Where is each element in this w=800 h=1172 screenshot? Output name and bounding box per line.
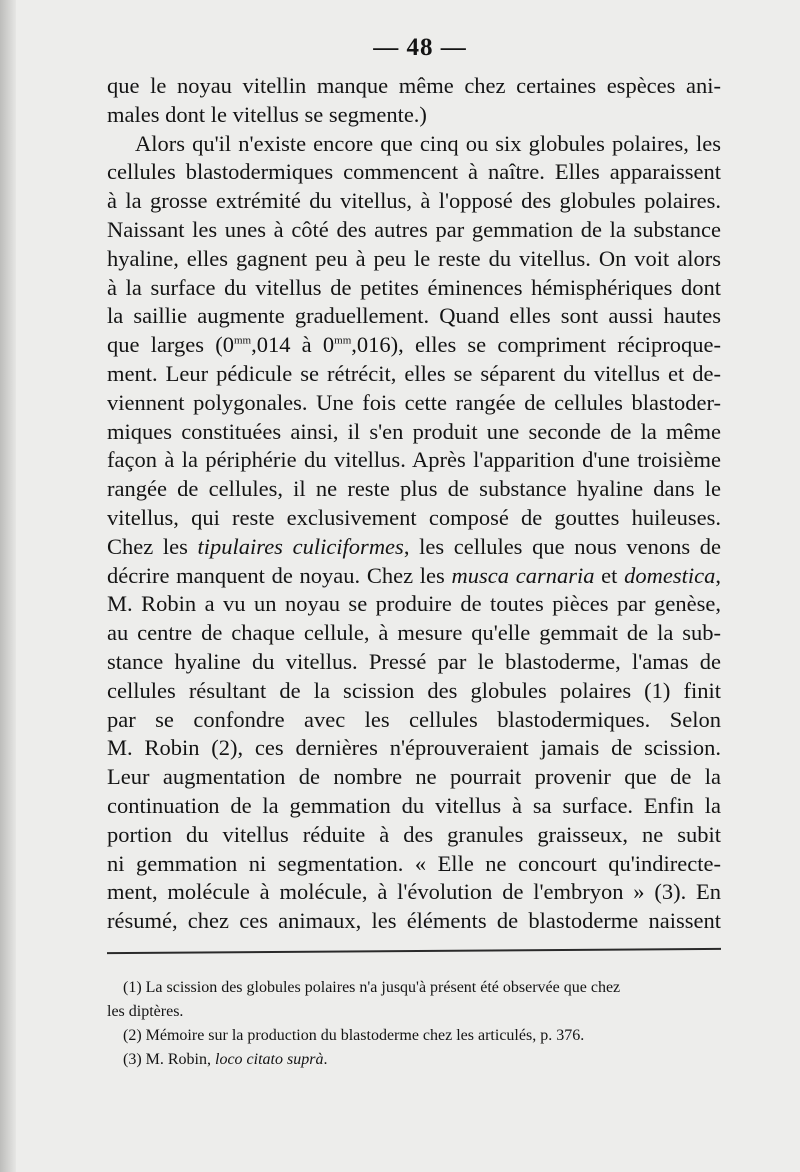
text-line: stance hyaline du vitellus. Pressé par le blastoderme, l'amas de [107,648,721,674]
text-line: portion du vitellus réduite à des granules graisseux, ne subit [107,821,721,847]
text-line: à la surface du vitellus de petites éminences hémisphériques dont [107,274,721,300]
footnote-1-continuation: les diptères. [107,1003,184,1020]
main-text [107,72,721,936]
text-line: la saillie augmente graduellement. Quand elles sont aussi hautes [107,303,721,329]
text-line: ment. Leur pédicule se rétrécit, elles se séparent du vitellus et de- [107,360,721,386]
text-line: hyaline, elles gagnent peu à peu le reste du vitellus. On voit alors [107,245,721,271]
text-line: Chez les tipulaires culiciformes, les cellules que nous venons de [107,533,721,559]
text-line: viennent polygonales. Une fois cette rangée de cellules blastoder- [107,389,721,415]
page-gutter-shadow [0,0,16,1172]
text-line: M. Robin (2), ces dernières n'éprouveraient jamais de scission. [107,735,721,761]
text-line: ni gemmation ni segmentation. « Elle ne concourt qu'indirecte- [107,850,721,876]
page-number: — 48 — [373,34,467,61]
text-line: par se confondre avec les cellules blastodermiques. Selon [107,706,721,732]
text-line: décrire manquent de noyau. Chez les musca carnaria et domestica, [107,562,721,588]
text-line: cellules résultant de la scission des globules polaires (1) finit [107,677,721,703]
text-line: au centre de chaque cellule, à mesure qu'elle gemmait de la sub- [107,620,721,646]
text-line: males dont le vitellus se segmente.) [107,101,427,127]
footnote-2: (2) Mémoire sur la production du blastoderme chez les articulés, p. 376. [123,1027,585,1044]
footnote-divider [107,948,721,954]
text-line: façon à la périphérie du vitellus. Après l'apparition d'une troisième [107,447,721,473]
text-line: résumé, chez ces animaux, les éléments de blastoderme naissent [107,908,721,934]
text-line: cellules blastodermiques commencent à naître. Elles apparaissent [107,159,721,185]
text-line: Naissant les unes à côté des autres par gemmation de la substance [107,216,721,242]
footnote-1: (1) La scission des globules polaires n'a jusqu'à présent été observée que chez [123,979,621,996]
footnote-3: (3) M. Robin, loco citato suprà. [123,1051,328,1068]
text-line: miques constituées ainsi, il s'en produit une seconde de la même [107,418,721,444]
text-line: que larges ($0^{mm},014$ à $0^{mm},016$), elles se compriment réciproque- [107,332,721,358]
text-line: ment, molécule à molécule, à l'évolution de l'embryon » (3). En [107,879,721,905]
text-line: que le noyau vitellin manque même chez certaines espèces ani- [107,73,721,98]
text-line: M. Robin a vu un noyau se produire de toutes pièces par genèse, [107,591,721,617]
text-line: à la grosse extrémité du vitellus, à l'opposé des globules polaires. [107,188,721,214]
text-line: Alors qu'il n'existe encore que cinq ou six globules polaires, les [135,130,721,156]
text-line: rangée de cellules, il ne reste plus de substance hyaline dans le [107,476,721,502]
text-line: continuation de la gemmation du vitellus à sa surface. Enfin la [107,792,721,818]
text-line: vitellus, qui reste exclusivement composé de gouttes huileuses. [107,504,721,530]
footnotes [107,976,721,1072]
text-line: Leur augmentation de nombre ne pourrait provenir que de la [107,764,721,790]
